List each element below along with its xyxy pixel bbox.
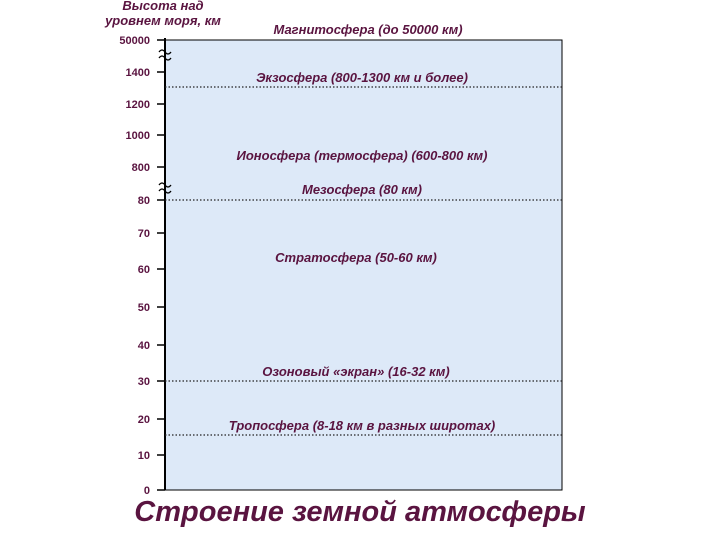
diagram-title: Строение земной атмосферы: [134, 496, 586, 528]
tick-label: 800: [131, 162, 150, 174]
layer-label: Магнитосфера (до 50000 км): [273, 22, 463, 37]
tick-label: 10: [137, 450, 150, 462]
layer-label: Экзосфера (800-1300 км и более): [256, 70, 468, 85]
tick-label: 30: [137, 376, 150, 388]
layer-label: Озоновый «экран» (16-32 км): [262, 364, 450, 379]
axis-title-line2: уровнем моря, км: [105, 13, 221, 28]
axis-ticks: [119, 35, 165, 497]
tick-label: 80: [137, 195, 150, 207]
layer-label: Мезосфера (80 км): [302, 182, 422, 197]
layer-label: Стратосфера (50-60 км): [275, 250, 437, 265]
tick-label: 20: [137, 414, 150, 426]
tick-label: 60: [137, 264, 150, 276]
tick-label: 50000: [119, 35, 150, 47]
tick-label: 70: [137, 228, 150, 240]
layer-label: Тропосфера (8-18 км в разных широтах): [228, 418, 496, 433]
tick-label: 1400: [125, 67, 150, 79]
tick-label: 50: [137, 302, 150, 314]
tick-label: 40: [137, 340, 150, 352]
layer-label: Ионосфера (термосфера) (600-800 км): [236, 148, 488, 163]
tick-label: 1000: [125, 130, 150, 142]
tick-label: 0: [143, 485, 150, 497]
axis-title-line1: Высота над: [122, 0, 204, 13]
tick-label: 1200: [125, 99, 150, 111]
